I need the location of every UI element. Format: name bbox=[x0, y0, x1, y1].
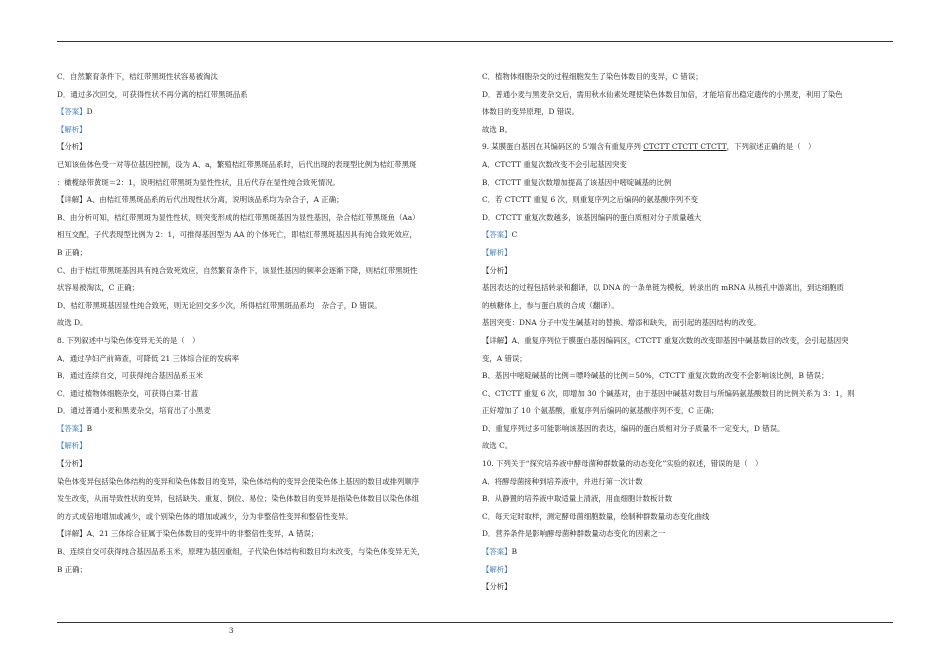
answer-tag: 【答案】 bbox=[482, 547, 512, 557]
question-stem: 8. 下列叙述中与染色体变异无关的是（ ） bbox=[57, 335, 200, 345]
question-stem: 10. 下列关于“探究培养液中酵母菌种群数量的动态变化”实验的叙述，错误的是（ ） bbox=[482, 459, 763, 469]
answer-line bbox=[57, 420, 472, 438]
text-line: 【详解】A、重复序列位于膜蛋白基因编码区，CTCTT 重复次数的改变即基因中碱基数目的改变，会引起基因突 bbox=[482, 335, 849, 345]
analysis-tag: 【解析】 bbox=[482, 564, 512, 574]
text-line: 【分析】 bbox=[57, 459, 87, 469]
option-b: B．从静置的培养液中取适量上清液，用血细胞计数板计数 bbox=[482, 494, 673, 504]
text-line: B、连续自交可获得纯合基因品系玉米，原理为基因重组，子代染色体结构和数目均未改变，与染色体变异无关， bbox=[57, 547, 425, 557]
text-line: 的方式成倍地增加或减少，或个别染色体的增加或减少，分为非整倍性变异和整倍性变异。 bbox=[57, 511, 353, 521]
text-line: D．通过多次回交，可获得性状不再分离的桔红带黑斑品系 bbox=[57, 89, 248, 99]
analysis-tag: 【解析】 bbox=[482, 247, 512, 257]
option-a: A．CTCTT 重复次数改变不会引起基因突变 bbox=[482, 159, 627, 169]
option-d: D．营养条件是影响酵母菌种群数量动态变化的因素之一 bbox=[482, 529, 666, 539]
text-line: C．自然繁育条件下，桔红带黑斑性状容易被淘汰 bbox=[57, 72, 218, 81]
text-line: 基因表达的过程包括转录和翻译，以 DNA 的一条单链为模板，转录出的 mRNA 从核孔中游离出，到达细胞质 bbox=[482, 283, 844, 293]
answer-tag: 【答案】 bbox=[482, 230, 512, 240]
repeat-sequence: CTCTT CTCTT CTCTT bbox=[643, 142, 727, 152]
stem-suffix: ，下列叙述正确的是（ ） bbox=[726, 142, 816, 152]
header-rule bbox=[57, 41, 893, 42]
text-line: 体数目的变异原理，D 错误。 bbox=[482, 107, 579, 117]
text-line: 【详解】A、21 三体综合征属于染色体数目的变异中的非整倍性变异，A 错误； bbox=[57, 529, 319, 539]
answer-line bbox=[57, 103, 472, 121]
text-line: 【分析】 bbox=[57, 142, 87, 152]
text-line: 故选 D。 bbox=[57, 318, 88, 328]
text-line: 【分析】 bbox=[482, 265, 512, 275]
text-line: 【分析】 bbox=[482, 582, 512, 592]
option-a: A．将酵母菌接种到培养液中，并进行第一次计数 bbox=[482, 476, 643, 486]
text-line: B 正确； bbox=[57, 564, 87, 574]
option-d: D．CTCTT 重复次数越多，该基因编码的蛋白质相对分子质量越大 bbox=[482, 212, 702, 222]
text-line: 染色体变异包括染色体结构的变异和染色体数目的变异，染色体结构的变异会使染色体上基因的数目或排列顺序 bbox=[57, 476, 420, 486]
text-line: 基因突变：DNA 分子中发生碱基对的替换、增添和缺失，而引起的基因结构的改变。 bbox=[482, 318, 761, 328]
answer-line bbox=[482, 226, 894, 244]
answer-value: B bbox=[86, 423, 93, 433]
answer-line bbox=[482, 543, 894, 561]
text-line: 已知该鱼体色受一对等位基因控制，设为 A、a，繁殖桔红带黑斑品系时，后代出现的表现型比例为桔红带黑斑 bbox=[57, 159, 417, 169]
analysis-line bbox=[482, 244, 894, 262]
text-line: D、重复序列过多可能影响该基因的表达，编码的蛋白质相对分子质量不一定变大，D 错误。 bbox=[482, 423, 785, 433]
option-b: B．通过连续自交，可获得纯合基因品系玉米 bbox=[57, 371, 203, 381]
question-stem bbox=[482, 138, 894, 156]
option-b: B．CTCTT 重复次数增加提高了该基因中嘧啶碱基的比例 bbox=[482, 177, 672, 187]
option-d: D．通过普通小麦和黑麦杂交，培育出了小黑麦 bbox=[57, 406, 211, 416]
answer-tag: 【答案】 bbox=[57, 423, 87, 433]
text-line: ：橄榄绿带黄斑＝2：1，说明桔红带黑斑为显性性状，且后代存在显性纯合致死情况。 bbox=[57, 177, 340, 187]
analysis-tag: 【解析】 bbox=[57, 124, 87, 134]
option-c: C．通过植物体细胞杂交，可获得白菜-甘蓝 bbox=[57, 388, 199, 398]
answer-tag: 【答案】 bbox=[57, 107, 87, 117]
text-line: B 正确； bbox=[57, 247, 87, 257]
text-line: 状容易被淘汰，C 正确； bbox=[57, 283, 139, 293]
right-column bbox=[482, 68, 894, 596]
text-line: C、由于桔红带黑斑基因具有纯合致死效应，自然繁育条件下，该显性基因的频率会逐渐下降，则桔红带黑斑性 bbox=[57, 265, 418, 275]
text-line: B、由分析可知，桔红带黑斑为显性性状，则突变形成的桔红带黑斑基因为显性基因，杂合桔红带黑斑鱼（Aa） bbox=[57, 212, 420, 222]
analysis-line bbox=[57, 121, 472, 139]
text-line: C、CTCTT 重复 6 次，即增加 30 个碱基对，由于基因中碱基对数目与所编码氨基酸数目的比例关系为 3：1，则 bbox=[482, 388, 855, 398]
analysis-line bbox=[57, 437, 472, 455]
text-line: C．植物体细胞杂交的过程细胞发生了染色体数目的变异，C 错误； bbox=[482, 72, 703, 81]
text-line: 变，A 错误； bbox=[482, 353, 527, 363]
analysis-line bbox=[482, 561, 894, 579]
footer-rule bbox=[57, 622, 893, 623]
option-a: A．通过孕妇产前筛查，可降低 21 三体综合征的发病率 bbox=[57, 353, 240, 363]
text-line: 故选 C。 bbox=[482, 441, 513, 451]
answer-value: D bbox=[86, 107, 93, 117]
text-line: D、桔红带黑斑基因显性纯合致死，则无论回交多少次，所得桔红带黑斑品系均 杂合子，D 错误。 bbox=[57, 300, 382, 310]
text-line: 正好增加了 10 个氨基酸，重复序列后编码的氨基酸序列不变，C 正确； bbox=[482, 406, 719, 416]
text-line: 的核糖体上，参与蛋白质的合成（翻译）。 bbox=[482, 300, 619, 310]
text-line: 故选 B。 bbox=[482, 124, 512, 134]
stem-prefix: 9. 某膜蛋白基因在其编码区的 5'端含有重复序列 bbox=[482, 142, 644, 152]
option-c: C．若 CTCTT 重复 6 次，则重复序列之后编码的氨基酸序列不变 bbox=[482, 195, 698, 205]
left-column bbox=[57, 68, 472, 578]
analysis-tag: 【解析】 bbox=[57, 441, 87, 451]
option-c: C．每天定时取样，测定酵母菌细胞数量，绘制种群数量动态变化曲线 bbox=[482, 511, 710, 521]
answer-value: B bbox=[511, 547, 518, 557]
text-line: 发生改变，从而导致性状的变异，包括缺失、重复、倒位、易位；染色体数目的变异是指染色体数目以染色体组 bbox=[57, 494, 420, 504]
answer-value: C bbox=[511, 230, 518, 240]
text-line: 相互交配，子代表现型比例为 2：1，可推得基因型为 AA 的个体死亡，即桔红带黑斑基因具有纯合致死效应， bbox=[57, 230, 417, 240]
text-line: 【详解】A、由桔红带黑斑品系的后代出现性状分离，说明该品系均为杂合子，A 正确； bbox=[57, 195, 344, 205]
page-number: 3 bbox=[229, 627, 234, 635]
text-line: B、基因中嘧啶碱基的比例＝嘌呤碱基的比例＝50%，CTCTT 重复次数的改变不会影响该比例，B 错误； bbox=[482, 371, 829, 381]
text-line: D．普通小麦与黑麦杂交后，需用秋水仙素处理使染色体数目加倍，才能培育出稳定遗传的小黑麦，利用了染色 bbox=[482, 89, 843, 99]
